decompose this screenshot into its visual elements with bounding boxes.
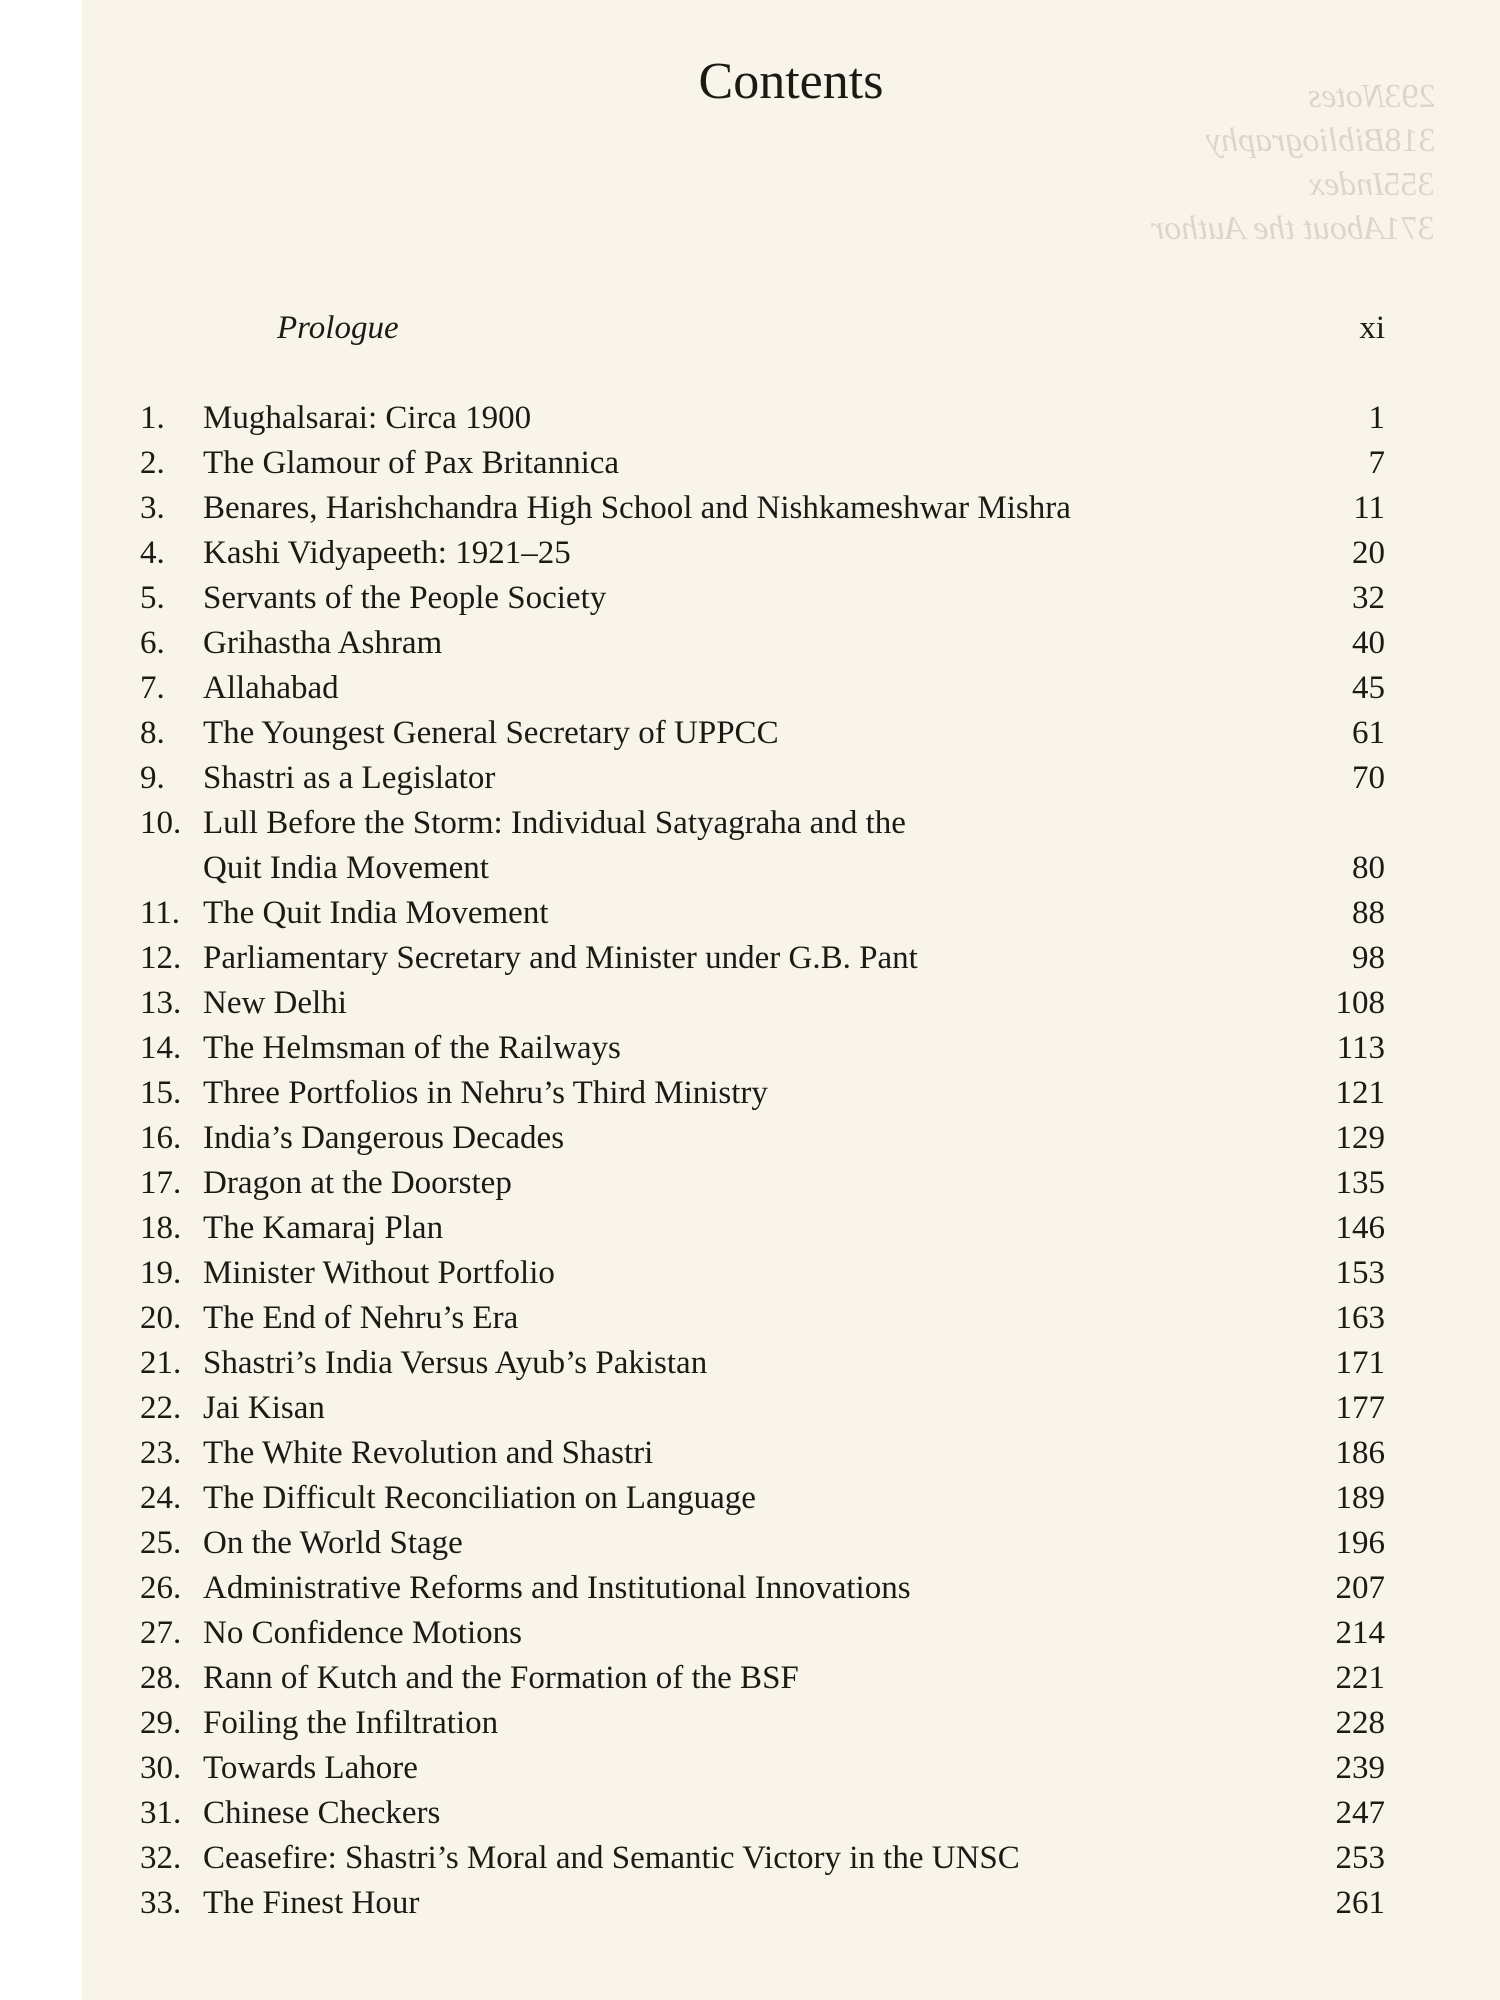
toc-entry [140,1791,1385,1835]
toc-entry-number: 4. [140,535,165,571]
toc-entry-title: Towards Lahore [203,1750,418,1786]
toc-entry [140,1656,1385,1700]
toc-entry-title: Three Portfolios in Nehru’s Third Ministry [203,1075,768,1111]
toc-entry-title: New Delhi [203,985,347,1021]
toc-entry-number: 6. [140,625,165,661]
toc-entry-number: 19. [140,1255,182,1291]
toc-entry-title: Parliamentary Secretary and Minister under G.B. Pant [203,940,918,976]
page-title: Contents [698,53,884,110]
toc-entry [140,936,1385,980]
toc-entry [140,576,1385,620]
toc-entry [140,1341,1385,1385]
toc-entry-page: 113 [1336,1030,1385,1066]
toc-entry-title: The Finest Hour [203,1885,420,1921]
toc-entry-number: 18. [140,1210,182,1246]
toc-entry-title: Administrative Reforms and Institutional Innovations [203,1570,911,1606]
toc-entry-title: Kashi Vidyapeeth: 1921–25 [203,535,571,571]
toc-entry-number: 10. [140,805,182,841]
toc-entry-page: 146 [1335,1210,1385,1246]
toc-entry [140,1386,1385,1430]
bleed-through-text: Index 355 [1309,166,1435,203]
toc-entry [140,621,1385,665]
toc-entry-page: 207 [1335,1570,1385,1606]
toc-entry-number: 33. [140,1885,182,1921]
toc-entry-number: 11. [140,895,181,931]
toc-entry [140,1161,1385,1205]
toc-entry [140,396,1385,440]
toc-entry-page: 80 [1352,850,1385,886]
toc-entry-title: Minister Without Portfolio [203,1255,555,1291]
toc-entry [140,981,1385,1025]
toc-entry-title: The Helmsman of the Railways [203,1030,621,1066]
toc-entry [140,1296,1385,1340]
toc-entry-title: The White Revolution and Shastri [203,1435,654,1471]
toc-entry [140,1611,1385,1655]
toc-entry-title: The Difficult Reconciliation on Language [203,1480,756,1516]
bleed-through-text: Notes 293 [1307,78,1435,115]
toc-entry-number: 16. [140,1120,182,1156]
toc-entry-title: Shastri’s India Versus Ayub’s Pakistan [203,1345,708,1381]
toc-entry [140,1206,1385,1250]
toc-entry [140,1431,1385,1475]
toc-entry-title: Dragon at the Doorstep [203,1165,512,1201]
toc-entry-number: 26. [140,1570,182,1606]
toc-entry [140,1251,1385,1295]
toc-entry-page: xi [1359,310,1385,346]
toc-entry-title: Chinese Checkers [203,1795,441,1831]
toc-entry-page: 239 [1335,1750,1385,1786]
toc-entry-title: The Youngest General Secretary of UPPCC [203,715,779,751]
toc-entry-page: 196 [1335,1525,1385,1561]
toc-entry-number: 23. [140,1435,182,1471]
toc-entry-number: 13. [140,985,182,1021]
bleed-through-text: Bibliography 318 [1205,122,1435,159]
toc-entry [140,486,1385,530]
toc-entry-page: 221 [1335,1660,1385,1696]
toc-entry-number: 28. [140,1660,182,1696]
toc-entry-number: 24. [140,1480,182,1516]
toc-entry-page: 253 [1335,1840,1385,1876]
toc-entry-number: 32. [140,1840,182,1876]
toc-entry [140,1881,1385,1925]
toc-entry-number: 25. [140,1525,182,1561]
toc-entry-page: 261 [1335,1885,1385,1921]
toc-entry-page: 98 [1352,940,1385,976]
toc-entry-number: 5. [140,580,165,616]
toc-entry-title: Foiling the Infiltration [203,1705,499,1741]
toc-entry-page: 20 [1352,535,1385,571]
toc-entry-number: 12. [140,940,182,976]
toc-entry-title: Ceasefire: Shastri’s Moral and Semantic Victory in the UNSC [203,1840,1020,1876]
toc-entry-title: Prologue [277,310,399,346]
toc-entry-page: 70 [1352,760,1385,796]
toc-entry-title: Mughalsarai: Circa 1900 [203,400,532,436]
book-page [82,0,1500,2000]
toc-entry-title: Rann of Kutch and the Formation of the BSF [203,1660,799,1696]
toc-entry [140,1476,1385,1520]
toc-entry-number: 8. [140,715,165,751]
toc-entry-number: 15. [140,1075,182,1111]
toc-entry [140,1701,1385,1745]
toc-entry-page: 32 [1352,580,1385,616]
toc-entry-page: 163 [1335,1300,1385,1336]
toc-entry-page: 61 [1352,715,1385,751]
toc-entry-title: Grihastha Ashram [203,625,443,661]
toc-entry [140,756,1385,800]
toc-entry [140,1116,1385,1160]
toc-entry [140,1521,1385,1565]
toc-entry [140,1071,1385,1115]
toc-entry-page: 171 [1335,1345,1385,1381]
toc-entry-page: 186 [1335,1435,1385,1471]
toc-entry-page: 45 [1352,670,1385,706]
toc-entry [140,441,1385,485]
toc-entry-title: On the World Stage [203,1525,463,1561]
toc-entry [140,1836,1385,1880]
toc-entry-number: 3. [140,490,165,526]
toc-entry-page: 189 [1335,1480,1385,1516]
toc-entry-page: 177 [1335,1390,1385,1426]
toc-entry [140,891,1385,935]
toc-entry-title: Lull Before the Storm: Individual Satyagraha and the [203,805,906,841]
toc-entry-number: 30. [140,1750,182,1786]
toc-entry-number: 14. [140,1030,182,1066]
toc-entry [140,801,1385,845]
toc-entry-page: 228 [1335,1705,1385,1741]
toc-entry-number: 2. [140,445,165,481]
toc-entry-number: 9. [140,760,165,796]
toc-entry-number: 29. [140,1705,182,1741]
toc-entry-page: 1 [1368,400,1385,436]
toc-entry [140,1566,1385,1610]
toc-entry-number: 1. [140,400,165,436]
toc-entry-number: 20. [140,1300,182,1336]
toc-entry-page: 11 [1353,490,1385,526]
toc-entry-page: 135 [1335,1165,1385,1201]
toc-entry-title: Servants of the People Society [203,580,607,616]
toc-entry-page: 153 [1335,1255,1385,1291]
toc-entry-number: 31. [140,1795,182,1831]
toc-entry-title: The Quit India Movement [203,895,549,931]
toc-entry [140,846,1385,890]
toc-entry-page: 7 [1368,445,1385,481]
toc-entry [140,1746,1385,1790]
toc-entry-page: 247 [1335,1795,1385,1831]
toc-entry-title: The Glamour of Pax Britannica [203,445,620,481]
toc-entry-number: 7. [140,670,165,706]
toc-entry-number: 21. [140,1345,182,1381]
toc-entry-title: Benares, Harishchandra High School and Nishkameshwar Mishra [203,490,1071,526]
toc-entry-page: 88 [1352,895,1385,931]
toc-entry-title: The Kamaraj Plan [203,1210,444,1246]
toc-entry [140,711,1385,755]
toc-entry-title: Jai Kisan [203,1390,325,1426]
toc-entry-title: Allahabad [203,670,339,706]
toc-entry-number: 22. [140,1390,182,1426]
toc-entry-number: 27. [140,1615,182,1651]
toc-entry-page: 129 [1335,1120,1385,1156]
toc-entry-page: 121 [1335,1075,1385,1111]
toc-entry-title: India’s Dangerous Decades [203,1120,565,1156]
toc-entry [140,1026,1385,1070]
toc-entry-page: 108 [1335,985,1385,1021]
toc-entry-number: 17. [140,1165,182,1201]
toc-prologue [140,306,1385,350]
toc-entry [140,531,1385,575]
toc-entry-title: Shastri as a Legislator [203,760,496,796]
toc-entry-title: No Confidence Motions [203,1615,522,1651]
toc-entry-page: 214 [1335,1615,1385,1651]
toc-entry-title: The End of Nehru’s Era [203,1300,519,1336]
bleed-through-text: About the Author 371 [1151,210,1435,247]
toc-entry [140,666,1385,710]
toc-entry-title: Quit India Movement [203,850,489,886]
toc-entry-page: 40 [1352,625,1385,661]
